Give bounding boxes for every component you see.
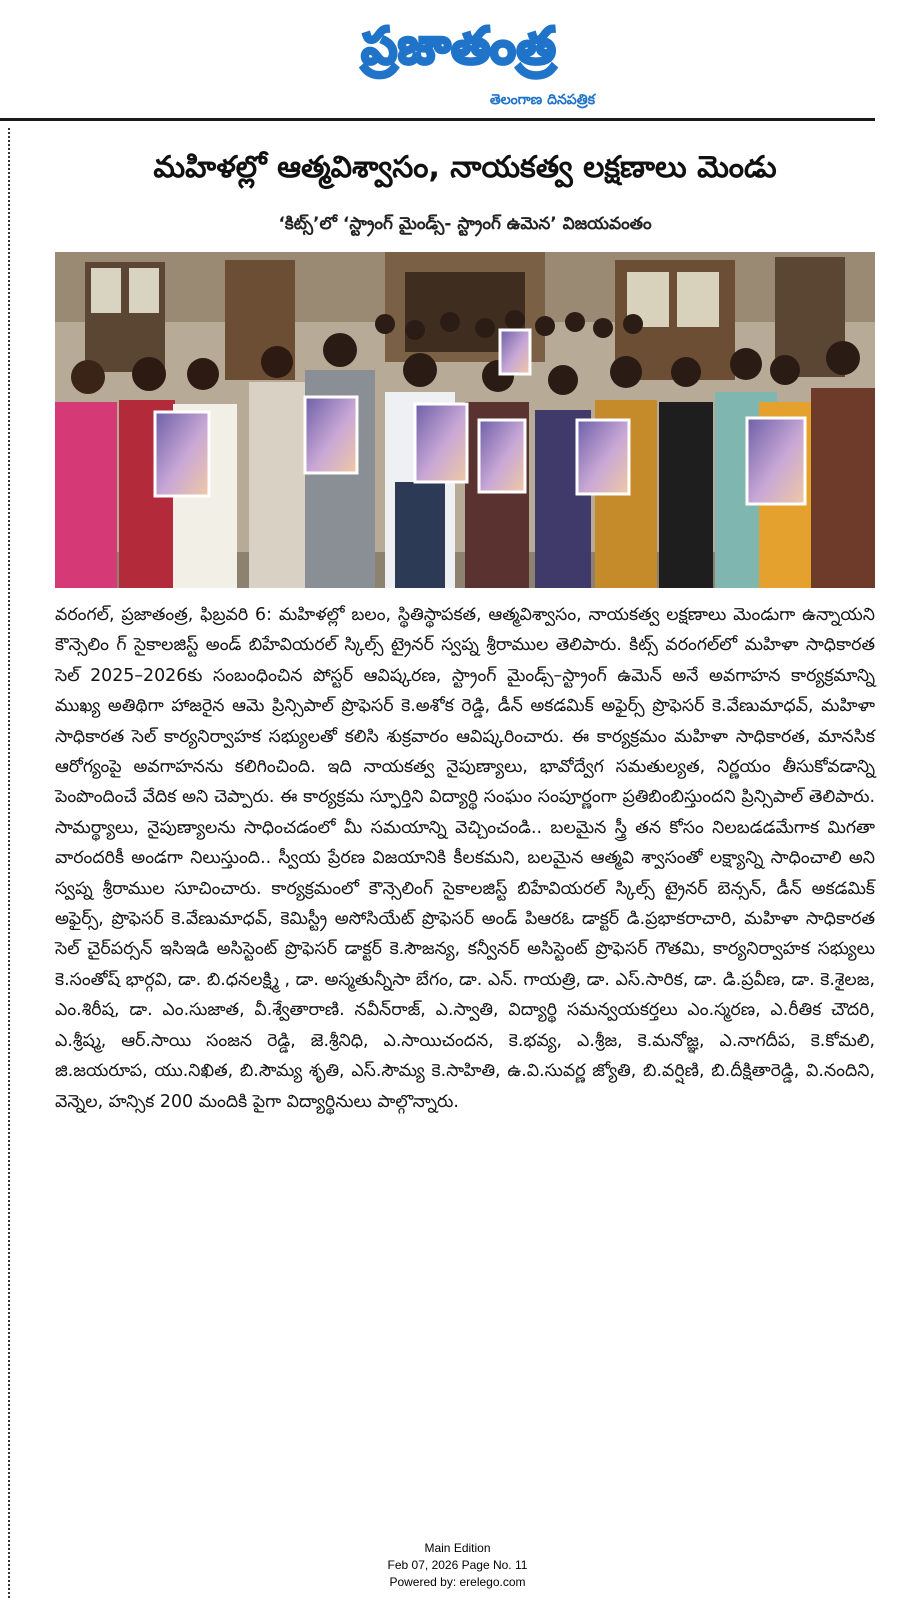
article-subheadline: ‘కిట్స్’లో ‘స్ట్రాంగ్ మైండ్స్- స్ట్రాంగ్ ఉమెన’ విజయవంతం [278, 214, 652, 234]
footer-date-page: Feb 07, 2026 Page No. 11 [387, 1558, 528, 1572]
footer-powered-by: Powered by: erelego.com [389, 1575, 526, 1589]
logo-tagline: తెలంగాణ దినపత్రిక [489, 92, 595, 108]
masthead [0, 0, 915, 118]
article-photo [55, 252, 875, 588]
logo-text: ప్రజాతంత్ర [361, 17, 557, 75]
article-body: వరంగల్, ప్రజాతంత్ర, ఫిబ్రవరి 6: మహిళల్లో బలం, స్థితిస్థాపకత, ఆత్మవిశ్వాసం, నాయకత్వ లక్షణాలు మెండుగా ఉన్నాయని కౌన్సెలిం గ్ సైకాలజిస్ట్ అండ్ బిహేవియరల్ స్కిల్స్ ట్రైనర్ స్వప్న శ్రీరాముల తెలిపారు. కిట్స్ వరంగల్‌లో మహిళా సాధికారత సెల్ 2025–2026కు సంబంధించిన పోస్టర్ ఆవిష్కరణ, స్ట్రాంగ్ మైండ్స్–స్ట్రాంగ్ ఉమెన్ అనే అవగాహన కార్యక్రమాన్ని ముఖ్య అతిథిగా హాజరైన ఆమె ప్రిన్సిపాల్ ప్రొఫెసర్ కె.అశోక రెడ్డి, డీన్ అకడమిక్ అఫైర్స్ ప్రొఫెసర్ కె.వేణుమాధవ్, మహిళా సాధికారత సెల్ కార్యనిర్వాహక సభ్యులతో కలిసి శుక్రవారం ఆవిష్కరించారు. ఈ కార్యక్రమం మహిళా సాధికారత, మానసిక ఆరోగ్యంపై అవగాహనను కలిగించింది. ఇది నాయకత్వ నైపుణ్యాలు, భావోద్వేగ సమతుల్యత, నిర్ణయం తీసుకోవడాన్ని పెంపొందించే వేదిక అని చెప్పారు. ఈ కార్యక్రమ స్ఫూర్తిని విద్యార్థి సంఘం సంపూర్ణంగా ప్రతిబింబిస్తుందని ప్రిన్సిపాల్ తెలిపారు. సామర్థ్యాలు, నైపుణ్యాలను సాధించడంలో మీ సమయాన్ని వెచ్చించండి.. బలమైన స్త్రీ తన కోసం నిలబడడమేగాక మిగతా వారందరికీ అండగా నిలుస్తుంది.. స్వీయ ప్రేరణ విజయానికి కీలకమని, బలమైన ఆత్మవి శ్వాసంతో లక్ష్యాన్ని సాధించాలి అని స్వప్న శ్రీరాముల సూచించారు. కార్యక్రమంలో కౌన్సెలింగ్ సైకాలజిస్ట్ బిహేవియరల్ స్కిల్స్ ట్రైనర్ బెన్సన్, డీన్ అకడమిక్ అఫైర్స్, ప్రొఫెసర్ కె.వేణుమాధవ్, కెమిస్ట్రీ అసోసియేట్ ప్రొఫెసర్ అండ్ పిఆరఓ డాక్టర్ డి.ప్రభాకరాచారి, మహిళా సాధికారత సెల్ చైర్‌పర్సన్ ఇసిఇడి అసిస్టెంట్ ప్రొఫెసర్ డాక్టర్ కె.సౌజన్య, కన్వీనర్ అసిస్టెంట్ ప్రొఫెసర్ గౌతమి, కార్యనిర్వాహక సభ్యులు కె.సంతోష్ భార్గవి, డా. బి.ధనలక్ష్మి , డా. అస్మతున్నీసా బేగం, డా. ఎన్. గాయత్రి, డా. ఎస్.సారిక, డా. డి.ప్రవీణ, డా. కె.శైలజ, ఎం.శిరీష, డా. ఎం.సుజాత, వీ.శ్వేతారాణి. నవీన్‌రాజ్, ఎ.స్వాతి, విద్యార్థి సమన్వయకర్తలు ఎం.స్మరణ, ఎ.రీతిక చౌదరి, ఎ.శ్రీష్మ, ఆర్.సాయి సంజన రెడ్డి, జె.శ్రీనిధి, ఎ.సాయిచందన, కె.భవ్య, ఎ.శ్రీజ, కె.మనోజ్ఞ, ఎ.నాగదీప, కె.కోమలి, జి.జయరూప, యు.నిఖిత, బి.సౌమ్య శృతి, ఎస్.సౌమ్య కె.సాహితి, ఉ.వి.సువర్ణ జ్యోతి, బి.వర్షిణి, బి.దీక్షితారెడ్డి, వి.నందిని, వెన్నెల, హన్సిక 200 మందికి పైగా విద్యార్థినులు పాల్గొన్నారు. [55, 605, 875, 1112]
footer-edition: Main Edition [424, 1541, 491, 1555]
page-footer [0, 1540, 915, 1591]
group-photo-icon [55, 252, 875, 588]
article-headline: మహిళల్లో ఆత్మవిశ్వాసం, నాయకత్వ లక్షణాలు మెండు [153, 150, 777, 185]
newspaper-logo [324, 4, 594, 94]
masthead-divider [0, 118, 875, 121]
column-dotted-rule [8, 128, 10, 1598]
